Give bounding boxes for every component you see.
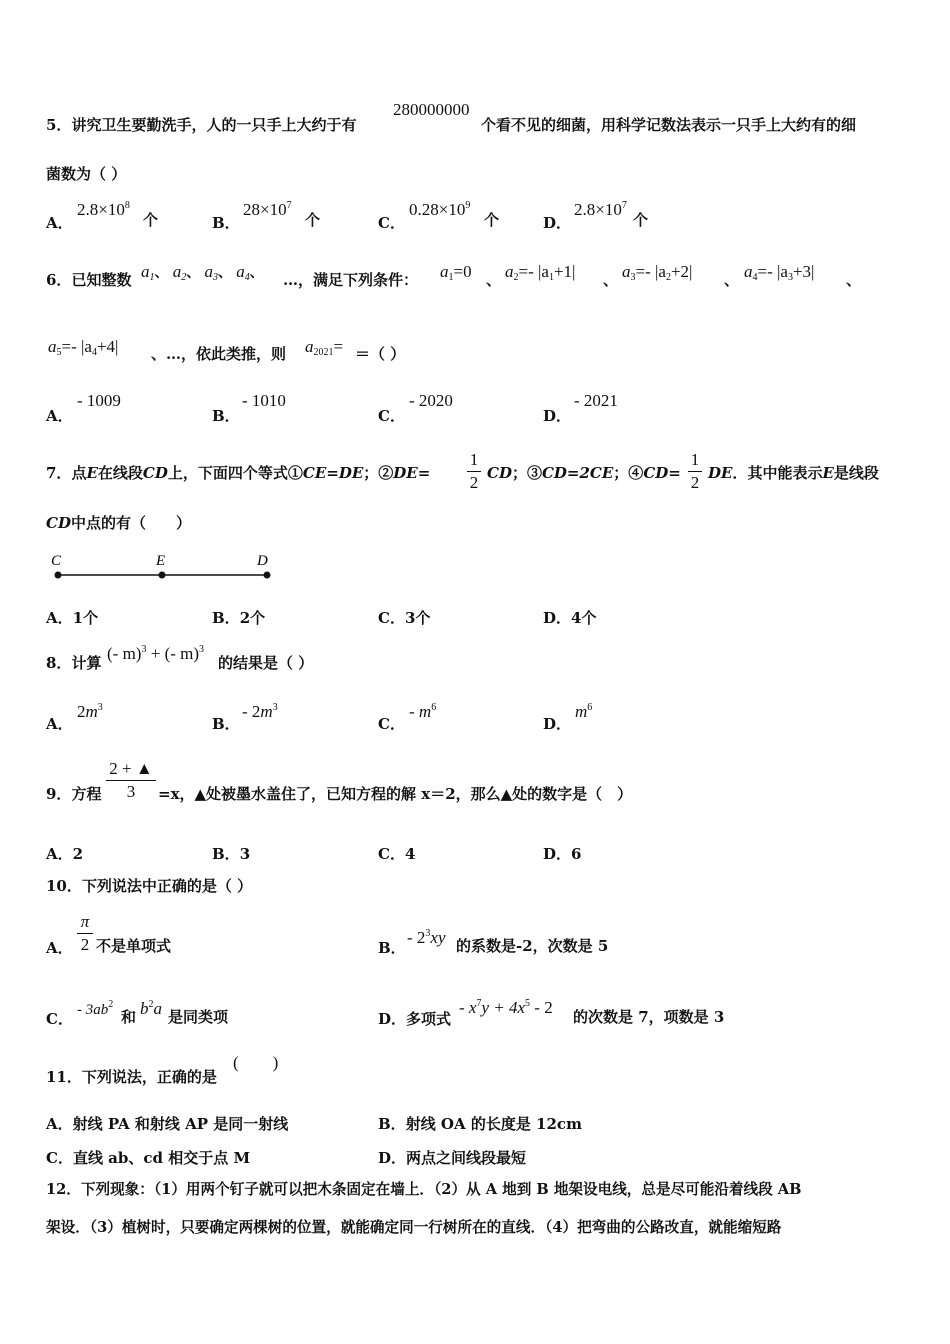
q10-option-b[interactable]: B．	[378, 939, 406, 957]
q5-stem-end: 菌数为（ ）	[46, 165, 127, 183]
q10-option-c[interactable]: C．	[46, 1010, 73, 1028]
q8-option-c-value: - $m^6$	[409, 702, 437, 721]
q9-option-c[interactable]: C．4	[378, 845, 416, 863]
q8-option-a-value: $2m^3$	[77, 702, 103, 721]
q10-stem: 10．下列说法中正确的是（ ）	[46, 877, 253, 895]
point-e-label: E	[156, 553, 166, 569]
q11-stem: 11．下列说法，正确的是	[46, 1068, 217, 1086]
q10-option-c-expr2: $b^2a$	[140, 999, 162, 1018]
q11-option-d[interactable]: D．两点之间线段最短	[378, 1149, 527, 1167]
q10-option-c-and: 和	[121, 1008, 137, 1026]
point-e	[159, 572, 166, 579]
point-d-label: D	[257, 553, 268, 569]
q8-option-d-value: $m^6$	[575, 702, 593, 721]
q5-stem-cont: 个看不见的细菌，用科学记数法表示一只手上大约有的细	[481, 116, 857, 134]
q10-option-a-text: 不是单项式	[96, 937, 172, 955]
q6-cond3: $a_3=-$ $|a_2+2|$	[622, 262, 693, 283]
q10-option-c-expr1: - $3ab^2$	[77, 999, 114, 1018]
q10-option-d-text: 的次数是 7，项数是 3	[573, 1008, 725, 1026]
q6-option-b[interactable]: B．	[212, 407, 240, 425]
q8-stem-end: 的结果是（ ）	[218, 654, 314, 672]
q6-sep2: 、	[603, 271, 619, 289]
q9-fraction: 2 + ▲ 3	[106, 758, 156, 803]
q7-option-b[interactable]: B．2个	[212, 609, 266, 627]
q7-segment-diagram	[46, 548, 276, 584]
q6-stem: 6．已知整数	[46, 271, 132, 289]
q10-option-d-expr: - $x^7y + 4x^5 - 2$	[459, 998, 553, 1017]
q10-option-b-text: 的系数是-2，次数是 5	[456, 937, 609, 955]
q6-option-d[interactable]: D．	[543, 407, 572, 425]
q7-half-2: 1 2	[688, 449, 702, 494]
q5-option-c[interactable]: C．	[378, 214, 405, 232]
q9-stem-end: =x，▲处被墨水盖住了，已知方程的解 x＝2，那么▲处的数字是（ ）	[158, 785, 633, 803]
q5-option-a[interactable]: A．	[46, 214, 73, 232]
q6-sep3: 、	[724, 271, 740, 289]
q7-stem-mid: CD；③CD=2CE；④CD=	[487, 464, 681, 482]
q6-seq: $a_1$、 $a_2$、 $a_3$、 $a_4$、	[141, 262, 264, 283]
q6-option-c-value: - 2020	[409, 391, 453, 410]
q12-stem-line1: 12．下列现象：（1）用两个钉子就可以把木条固定在墙上．（2）从 A 地到 B 地架设电线，总是尽可能沿着线段 AB	[46, 1181, 802, 1198]
q9-stem: 9．方程	[46, 785, 102, 803]
q7-stem-end: DE．其中能表示E是线段	[708, 464, 879, 482]
q5-number: 280000000	[393, 100, 470, 119]
q7-half-1: 1 2	[467, 449, 481, 494]
q8-option-b-value: - $2m^3$	[242, 702, 278, 721]
q10-option-a-fraction: π 2	[77, 911, 93, 956]
q11-option-a[interactable]: A．射线 PA 和射线 AP 是同一射线	[46, 1115, 289, 1133]
q5-option-d[interactable]: D．	[543, 214, 572, 232]
q7-stem-line2: CD中点的有（ ）	[46, 514, 191, 532]
q6-cond2: $a_2=-$ $|a_1+1|$	[505, 262, 576, 283]
point-d	[264, 572, 271, 579]
q12-stem-line2: 架设．（3）植树时，只要确定两棵树的位置，就能确定同一行树所在的直线．（4）把弯曲的公路改直，就能缩短路	[46, 1219, 782, 1236]
q6-stem-cont: …，满足下列条件：	[283, 271, 419, 289]
q11-paren: ( )	[233, 1053, 279, 1072]
q8-option-c[interactable]: C．	[378, 715, 405, 733]
q5-option-b-unit: 个	[305, 211, 321, 229]
q6-option-d-value: - 2021	[574, 391, 618, 410]
q8-stem: 8．计算	[46, 654, 102, 672]
q6-cond5: $a_5=-$ $|a_4+4|$	[48, 337, 119, 358]
q10-option-d[interactable]: D．多项式	[378, 1010, 452, 1028]
q8-option-d[interactable]: D．	[543, 715, 572, 733]
q11-option-c[interactable]: C．直线 ab、cd 相交于点 M	[46, 1149, 251, 1167]
q9-option-a[interactable]: A．2	[46, 845, 84, 863]
q9-option-b[interactable]: B．3	[212, 845, 251, 863]
q8-option-b[interactable]: B．	[212, 715, 240, 733]
q5-option-c-value: $0.28\times 10^9$	[409, 200, 471, 219]
q5-option-b-value: $28\times 10^7$	[243, 200, 292, 219]
q5-option-d-unit: 个	[633, 211, 649, 229]
q10-option-c-text: 是同类项	[168, 1008, 229, 1026]
q6-cond4: $a_4=-$ $|a_3+3|$	[744, 262, 815, 283]
q6-a2021: $a_{2021}=$	[305, 337, 344, 358]
q11-option-b[interactable]: B．射线 OA 的长度是 12cm	[378, 1115, 582, 1133]
q5-option-a-value: $2.8\times 10^8$	[77, 200, 130, 219]
q6-sep1: 、	[486, 271, 502, 289]
q5-option-b[interactable]: B．	[212, 214, 240, 232]
q10-option-b-expr: - $2^3xy$	[407, 928, 446, 947]
point-c-label: C	[51, 553, 62, 569]
q9-option-d[interactable]: D．6	[543, 845, 582, 863]
q6-stem-end: ＝（ ）	[355, 345, 406, 363]
q10-option-a[interactable]: A．	[46, 939, 73, 957]
q5-stem: 5．讲究卫生要勤洗手，人的一只手上大约于有	[46, 116, 357, 134]
q6-option-b-value: - 1010	[242, 391, 286, 410]
q8-expression: (- m)$^3$ + (- m)$^3$	[107, 644, 205, 663]
point-c	[55, 572, 62, 579]
q5-option-d-value: $2.8\times 10^7$	[574, 200, 627, 219]
q5-option-a-unit: 个	[143, 211, 159, 229]
q6-option-a-value: - 1009	[77, 391, 121, 410]
q8-option-a[interactable]: A．	[46, 715, 73, 733]
q7-option-c[interactable]: C．3个	[378, 609, 431, 627]
q6-option-a[interactable]: A．	[46, 407, 73, 425]
q5-option-c-unit: 个	[484, 211, 500, 229]
q7-stem: 7．点E在线段CD上，下面四个等式①CE=DE；②DE=	[46, 464, 431, 482]
q6-option-c[interactable]: C．	[378, 407, 405, 425]
q6-stem-line2: 、…，依此类推，则	[151, 345, 287, 363]
q6-sep4: 、	[846, 271, 862, 289]
q7-option-d[interactable]: D．4个	[543, 609, 597, 627]
q7-option-a[interactable]: A．1个	[46, 609, 99, 627]
q6-cond1: $a_1=0$	[440, 262, 472, 283]
